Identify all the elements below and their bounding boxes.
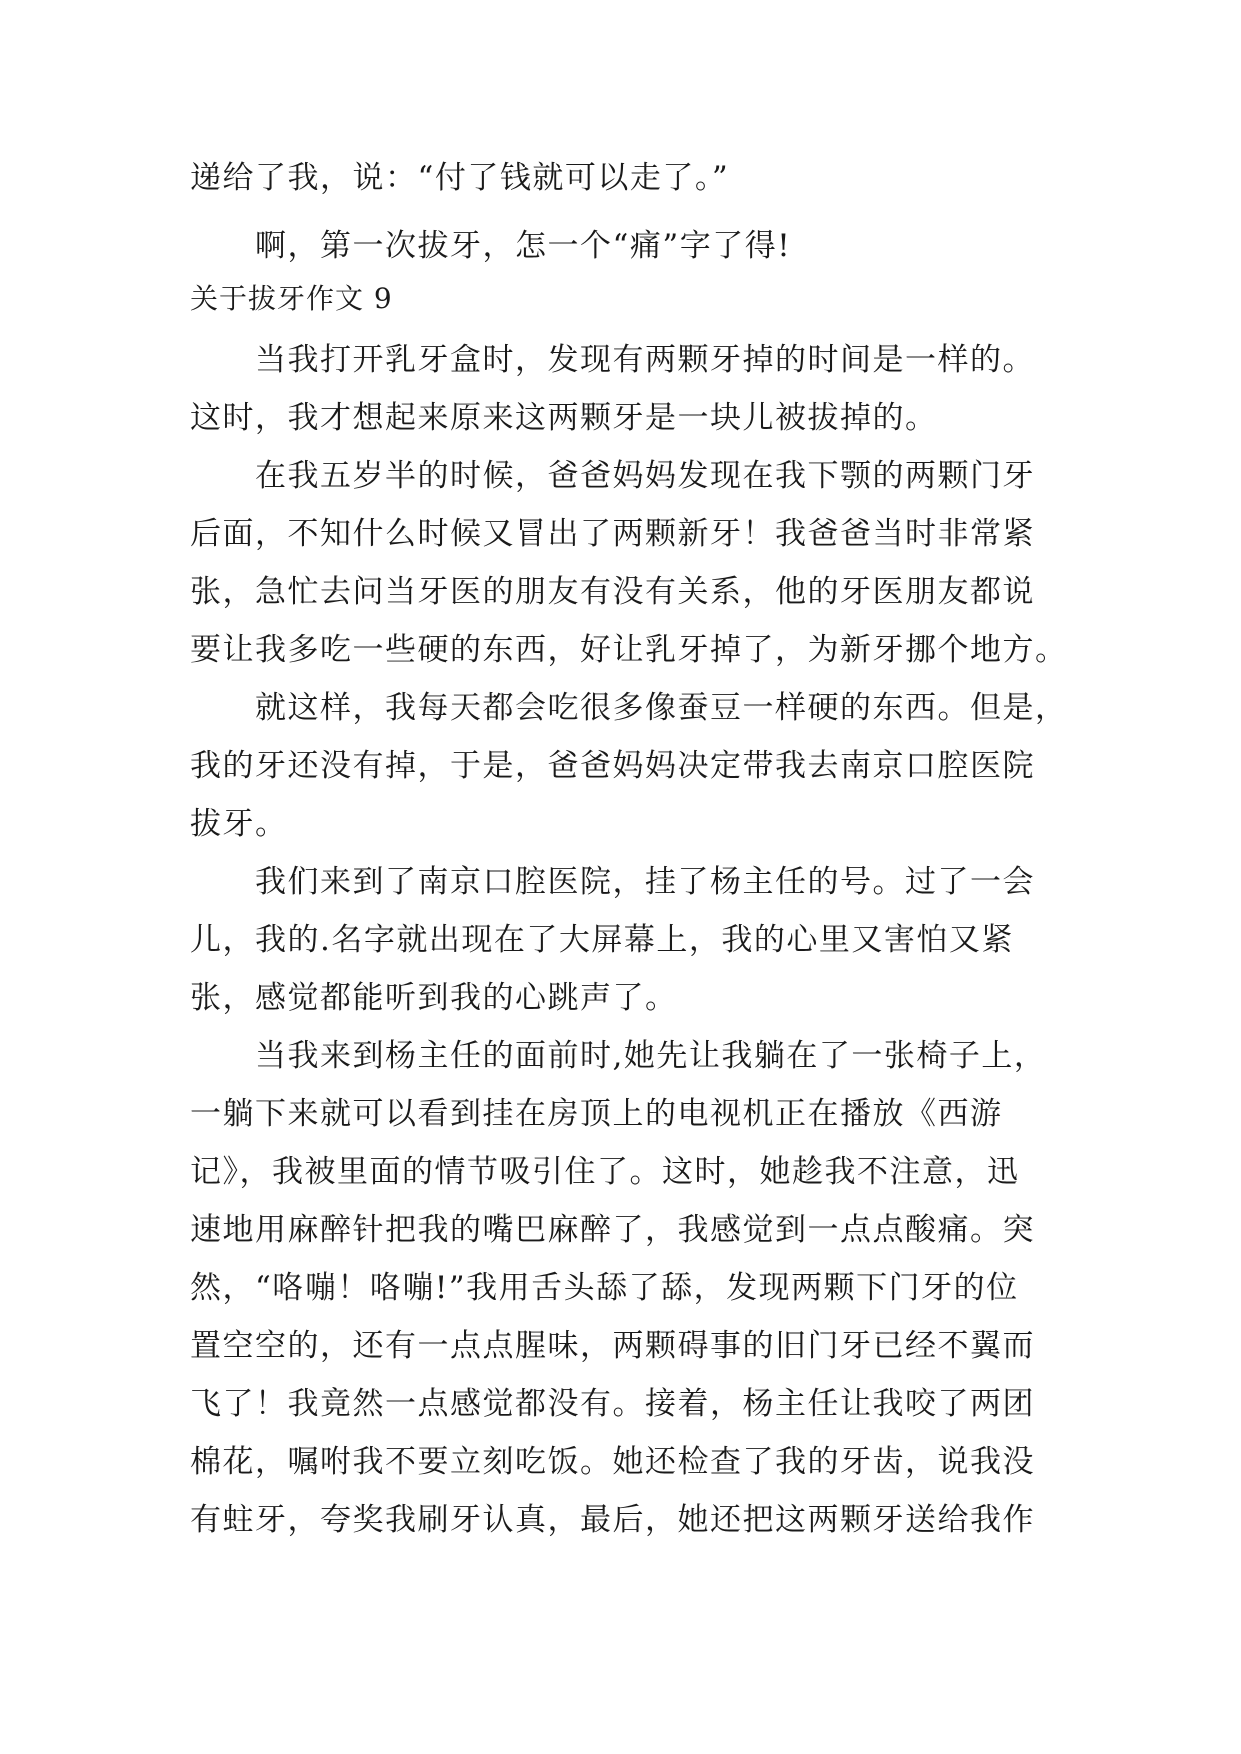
text-line: 棉花，嘱咐我不要立刻吃饭。她还检查了我的牙齿，说我没: [190, 1444, 1035, 1480]
text-line: 一躺下来就可以看到挂在房顶上的电视机正在播放《西游: [190, 1096, 1003, 1132]
text-line: 张，感觉都能听到我的心跳声了。: [190, 980, 678, 1016]
text-line: 当我来到杨主任的面前时,她先让我躺在了一张椅子上，: [255, 1038, 1047, 1074]
text-line: 这时，我才想起来原来这两颗牙是一块儿被拔掉的。: [190, 400, 938, 436]
text-line: 然，“咯嘣！咯嘣!”我用舌头舔了舔，发现两颗下门牙的位: [190, 1270, 1019, 1306]
text-line: 置空空的，还有一点点腥味，两颗碍事的旧门牙已经不翼而: [190, 1328, 1035, 1364]
text-line: 就这样，我每天都会吃很多像蚕豆一样硬的东西。但是，: [255, 690, 1068, 726]
text-line: 要让我多吃一些硬的东西，好让乳牙掉了，为新牙挪个地方。: [190, 632, 1068, 668]
text-line: 递给了我，说：“付了钱就可以走了。”: [190, 160, 730, 196]
text-line: 后面，不知什么时候又冒出了两颗新牙！我爸爸当时非常紧: [190, 516, 1035, 552]
text-line: 张，急忙去问当牙医的朋友有没有关系，他的牙医朋友都说: [190, 574, 1035, 610]
text-line: 儿，我的.名字就出现在了大屏幕上，我的心里又害怕又紧: [190, 922, 1014, 958]
text-line: 有蛀牙，夸奖我刷牙认真，最后，她还把这两颗牙送给我作: [190, 1502, 1035, 1538]
section-heading: 关于拔牙作文 9: [190, 282, 393, 315]
text-line: 我们来到了南京口腔医院，挂了杨主任的号。过了一会: [255, 864, 1035, 900]
text-line: 啊，第一次拔牙，怎一个“痛”字了得!: [255, 228, 792, 264]
text-line: 拔牙。: [190, 806, 288, 842]
text-line: 飞了！我竟然一点感觉都没有。接着，杨主任让我咬了两团: [190, 1386, 1035, 1422]
text-line: 速地用麻醉针把我的嘴巴麻醉了，我感觉到一点点酸痛。突: [190, 1212, 1035, 1248]
text-line: 在我五岁半的时候，爸爸妈妈发现在我下颚的两颗门牙: [255, 458, 1035, 494]
text-line: 记》，我被里面的情节吸引住了。这时，她趁我不注意，迅: [190, 1154, 1020, 1190]
text-line: 当我打开乳牙盒时，发现有两颗牙掉的时间是一样的。: [255, 342, 1035, 378]
text-line: 我的牙还没有掉，于是，爸爸妈妈决定带我去南京口腔医院: [190, 748, 1035, 784]
